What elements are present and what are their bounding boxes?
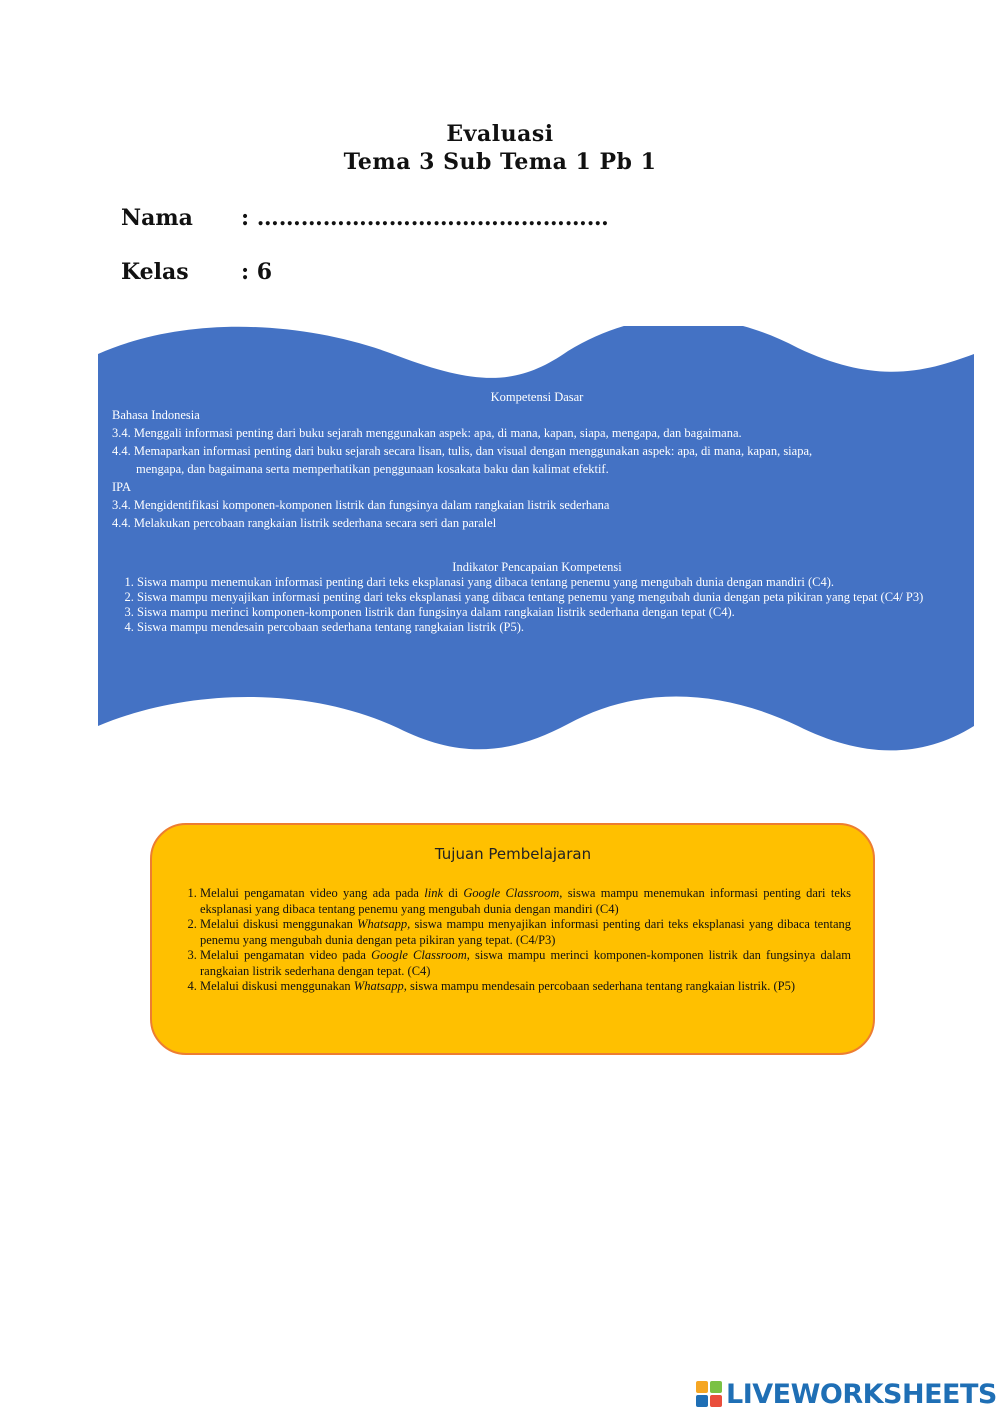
- kelas-label: Kelas: [121, 259, 189, 285]
- logo-square: [710, 1395, 722, 1407]
- tujuan-text: Melalui pengamatan video pada: [200, 948, 372, 962]
- tujuan-text: siswa mampu mendesain percobaan sederhana tentang rangkaian listrik. (P5): [406, 979, 795, 993]
- nama-field: [121, 205, 609, 231]
- tujuan-text-italic: Whatsapp,: [357, 917, 411, 931]
- liveworksheets-logo[interactable]: [696, 1377, 997, 1411]
- tujuan-text: Melalui diskusi menggunakan: [200, 917, 358, 931]
- liveworksheets-logo-icon: [696, 1381, 722, 1407]
- subject-bahasa-indonesia: Bahasa Indonesia: [112, 408, 200, 422]
- indikator-section: [112, 560, 962, 635]
- tujuan-text: siswa mampu menyajikan informasi penting dari teks eksplanasi yang dibaca tentang penemu yang mengubah dunia dengan peta pikiran yang tepat. (C4/P3): [200, 917, 851, 947]
- tujuan-text-italic: Google Classroom: [371, 948, 467, 962]
- indikator-item: 3. Siswa mampu merinci komponen-komponen listrik dan fungsinya dalam rangkaian listrik sederhana dengan tepat (C4).: [137, 605, 962, 620]
- logo-square: [696, 1381, 708, 1393]
- kd-bi-4-4-line2: mengapa, dan bagaimana serta memperhatikan penggunaan kosakata baku dan kalimat efektif.: [136, 462, 609, 476]
- indikator-heading: Indikator Pencapaian Kompetensi: [452, 560, 622, 574]
- subject-ipa: IPA: [112, 480, 131, 494]
- tujuan-text: , siswa mampu merinci komponen-komponen listrik dan fungsinya dalam rangkaian listrik sederhana dengan tepat. (C4): [200, 948, 852, 978]
- tujuan-item: [200, 917, 851, 948]
- tujuan-item: [200, 886, 851, 917]
- tujuan-section: [174, 886, 851, 995]
- tujuan-heading: Tujuan Pembelajaran: [434, 845, 592, 863]
- kelas-value: : 6: [241, 259, 273, 285]
- tujuan-text: di: [443, 886, 464, 900]
- liveworksheets-logo-text: LIVEWORKSHEETS: [726, 1378, 997, 1410]
- tujuan-list: [174, 886, 851, 995]
- kelas-field: [121, 259, 272, 285]
- tujuan-text: Melalui pengamatan video yang ada pada: [200, 886, 425, 900]
- kompetensi-heading: Kompetensi Dasar: [490, 390, 584, 404]
- indikator-item: 4. Siswa mampu mendesain percobaan sederhana tentang rangkaian listrik (P5).: [137, 620, 962, 635]
- kompetensi-dasar-section: [112, 388, 962, 532]
- kd-ipa-3-4: 3.4. Mengidentifikasi komponen-komponen listrik dan fungsinya dalam rangkaian listrik sederhana: [112, 498, 610, 512]
- tujuan-item: [200, 948, 851, 979]
- page-subtitle: Tema 3 Sub Tema 1 Pb 1: [343, 149, 657, 175]
- indikator-list: [112, 575, 962, 635]
- indikator-item: 1. Siswa mampu menemukan informasi penting dari teks eksplanasi yang dibaca tentang penemu yang mengubah dunia dengan mandiri (C4).: [137, 575, 962, 590]
- tujuan-text-italic: Whatsapp,: [353, 979, 407, 993]
- indikator-item: 2. Siswa mampu menyajikan informasi penting dari teks eksplanasi yang dibaca tentang penemu yang mengubah dunia dengan peta pikiran yang tepat (C4/ P3): [137, 590, 962, 605]
- logo-square: [696, 1395, 708, 1407]
- kd-bi-3-4: 3.4. Menggali informasi penting dari buku sejarah menggunakan aspek: apa, di mana, kapan, siapa, mengapa, dan bagaimana.: [112, 426, 742, 440]
- logo-square: [710, 1381, 722, 1393]
- tujuan-text-italic: Google Classroom: [463, 886, 560, 900]
- tujuan-text-italic: link: [424, 886, 443, 900]
- tujuan-item: [200, 979, 851, 995]
- page-title: Evaluasi: [446, 121, 554, 147]
- nama-label: Nama: [121, 205, 193, 231]
- tujuan-text: Melalui diskusi menggunakan: [200, 979, 354, 993]
- kd-ipa-4-4: 4.4. Melakukan percobaan rangkaian listrik sederhana secara seri dan paralel: [112, 516, 497, 530]
- kd-bi-4-4-line1: 4.4. Memaparkan informasi penting dari buku sejarah secara lisan, tulis, dan visual dengan menggunakan aspek: apa, di mana, kapan, siapa,: [112, 444, 813, 458]
- nama-value: : …………………………………………: [241, 205, 609, 231]
- tujuan-text: , siswa mampu menemukan informasi penting dari teks eksplanasi yang dibaca tentang penemu yang mengubah dunia dengan mandiri (C4): [200, 886, 851, 916]
